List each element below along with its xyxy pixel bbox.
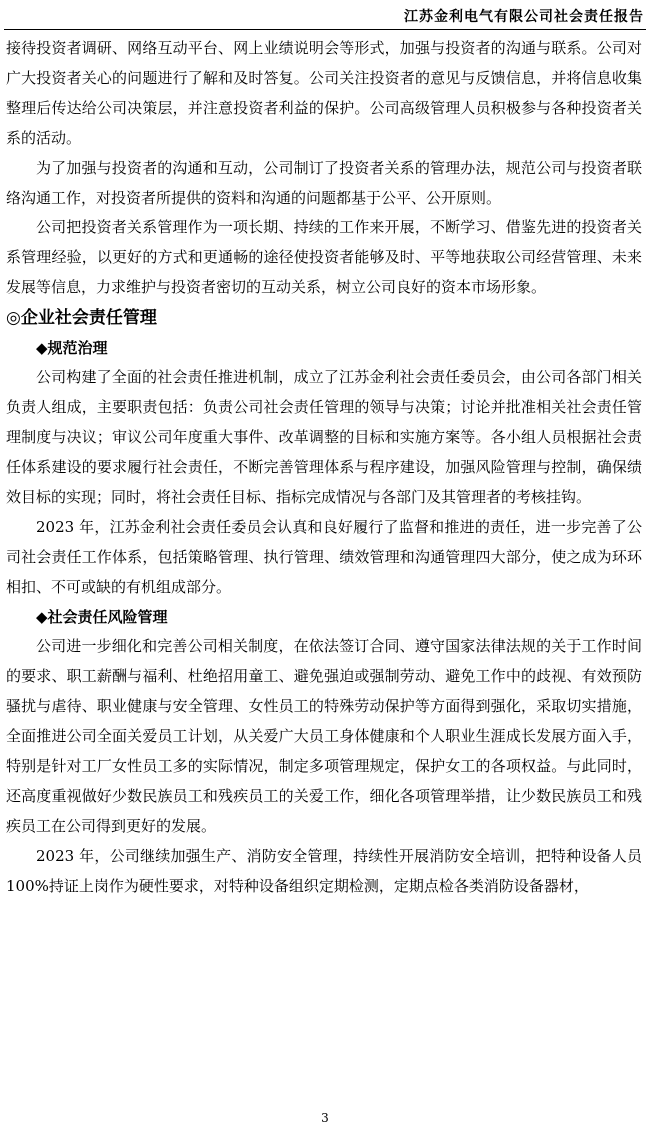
subsection-heading: ◆社会责任风险管理 (36, 608, 168, 627)
paragraph: 为了加强与投资者的沟通和互动，公司制订了投资者关系的管理办法，规范公司与投资者联络沟通工作，对投资者所提供的资料和沟通的问题都基于公平、公开原则。 (6, 158, 642, 207)
report-header-title: 江苏金利电气有限公司社会责任报告 (404, 9, 644, 25)
paragraph: 公司构建了全面的社会责任推进机制，成立了江苏金利社会责任委员会，由公司各部门相关负责人组成，主要职责包括：负责公司社会责任管理的领导与决策；讨论并批准相关社会责任管理制度与决议；审议公司年度重大事件、改革调整的目标和实施方案等。各小组人员根据社会责任体系建设的要求履行社会责任，不断完善管理体系与程序建设，加强风险管理与控制，确保绩效目标的实现；同时，将社会责任目标、指标完成情况与各部门及其管理者的考核挂钩。 (6, 368, 642, 506)
subsection-heading: ◆规范治理 (36, 339, 108, 358)
page-number: 3 (321, 1111, 329, 1125)
paragraph: 2023 年，公司继续加强生产、消防安全管理，持续性开展消防安全培训，把特种设备人员 100%持证上岗作为硬性要求，对特种设备组织定期检测，定期点检各类消防设备器材， (6, 846, 642, 895)
paragraph: 2023 年，江苏金利社会责任委员会认真和良好履行了监督和推进的责任，进一步完善了公司社会责任工作体系，包括策略管理、执行管理、绩效管理和沟通管理四大部分，使之成为环环相扣、不可或缺的有机组成部分。 (6, 517, 642, 596)
paragraph: 公司把投资者关系管理作为一项长期、持续的工作来开展，不断学习、借鉴先进的投资者关系管理经验，以更好的方式和更通畅的途径使投资者能够及时、平等地获取公司经营管理、未来发展等信息，力求维护与投资者密切的互动关系，树立公司良好的资本市场形象。 (6, 218, 642, 297)
paragraph: 公司进一步细化和完善公司相关制度，在依法签订合同、遵守国家法律法规的关于工作时间的要求、职工薪酬与福利、杜绝招用童工、避免强迫或强制劳动、避免工作中的歧视、有效预防骚扰与虐待、职业健康与安全管理、女性员工的特殊劳动保护等方面得到强化，采取切实措施，全面推进公司全面关爱员工计划，从关爱广大员工身体健康和个人职业生涯成长发展方面入手，特别是针对工厂女性员工多的实际情况，制定多项管理规定，保护女工的各项权益。与此同时，还高度重视做好少数民族员工和残疾员工的关爱工作，细化各项管理举措，让少数民族员工和残疾员工在公司得到更好的发展。 (6, 637, 642, 835)
header-divider (4, 29, 646, 30)
body-content (6, 34, 642, 902)
section-heading: ◎企业社会责任管理 (6, 308, 157, 329)
paragraph: 接待投资者调研、网络互动平台、网上业绩说明会等形式，加强与投资者的沟通与联系。公司对广大投资者关心的问题进行了解和及时答复。公司关注投资者的意见与反馈信息，并将信息收集整理后传达给公司决策层，并注意投资者利益的保护。公司高级管理人员积极参与各种投资者关系的活动。 (6, 39, 642, 147)
